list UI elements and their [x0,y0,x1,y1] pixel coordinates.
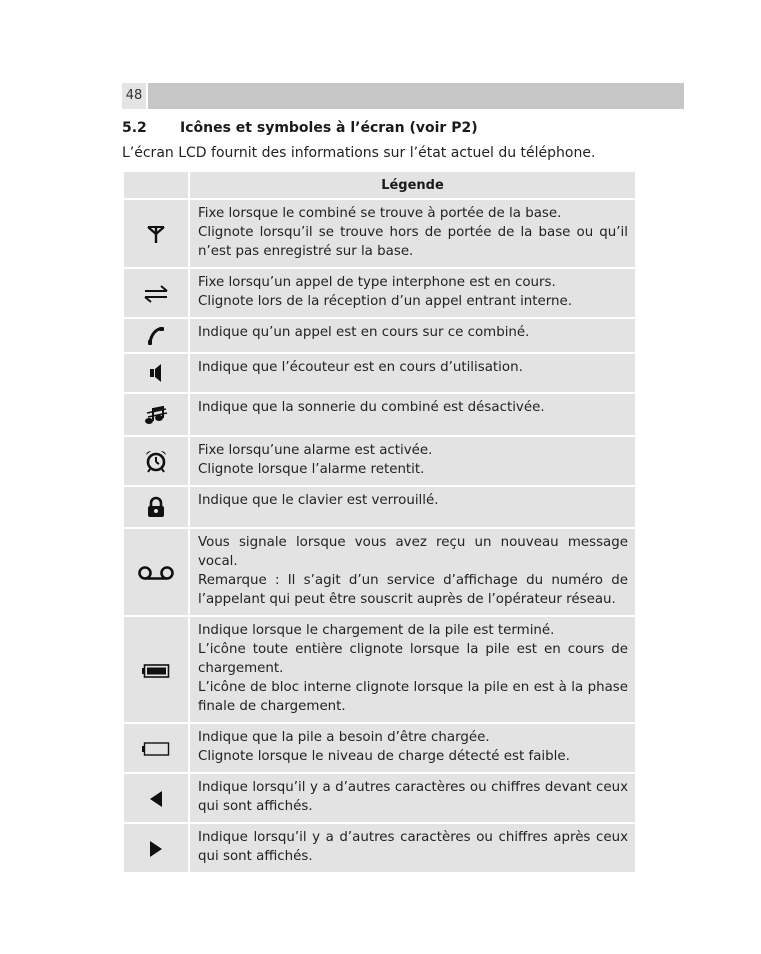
section-heading [122,120,478,136]
icon-column-header [124,172,190,198]
table-row [124,319,635,352]
legend-description: Indique lorsque le chargement de la pile est terminé. L’icône toute entière clignote lorsque la pile est en cours de chargement. L’icône de bloc interne clignote lorsque la pile en est à la phase finale de chargement. [190,617,635,722]
table-row [124,487,635,527]
table-row [124,774,635,822]
arrow-left-icon [149,790,163,808]
table-row [124,354,635,392]
alarm-clock-icon [144,449,168,473]
battery-empty-icon [142,742,170,756]
table-row [124,617,635,722]
legend-column-header: Légende [190,172,635,198]
page-header-bar [122,83,684,109]
table-row [124,529,635,615]
voicemail-icon [137,565,175,581]
page-number: 48 [122,83,148,109]
battery-full-icon [142,664,170,678]
intercom-arrows-icon [143,285,169,303]
table-row [124,269,635,317]
ringer-off-icon [144,404,168,426]
section-number: 5.2 [122,120,147,136]
legend-description: Indique lorsqu’il y a d’autres caractères ou chiffres devant ceux qui sont affichés. [190,774,635,822]
legend-description: Fixe lorsque le combiné se trouve à portée de la base. Clignote lorsqu’il se trouve hors de portée de la base ou qu’il n’est pas enregistré sur la base. [190,200,635,267]
speaker-icon [149,363,163,383]
table-row [124,724,635,772]
legend-description: Vous signale lorsque vous avez reçu un nouveau message vocal. Remarque : Il s’agit d’un service d’affichage du numéro de l’appelant qui peut être souscrit auprès de l’opérateur réseau. [190,529,635,615]
legend-table [124,170,635,874]
legend-description: Indique lorsqu’il y a d’autres caractères ou chiffres après ceux qui sont affichés. [190,824,635,872]
legend-description: Indique que le clavier est verrouillé. [190,487,635,527]
legend-description: Indique que la pile a besoin d’être chargée. Clignote lorsque le niveau de charge détecté est faible. [190,724,635,772]
table-row [124,824,635,872]
phone-handset-icon [147,326,165,346]
padlock-icon [147,496,165,518]
antenna-icon [146,224,166,244]
legend-description: Indique que l’écouteur est en cours d’utilisation. [190,354,635,392]
table-row [124,437,635,485]
legend-description: Indique qu’un appel est en cours sur ce combiné. [190,319,635,352]
table-row [124,394,635,435]
legend-description: Fixe lorsqu’un appel de type interphone est en cours. Clignote lors de la réception d’un appel entrant interne. [190,269,635,317]
table-row [124,200,635,267]
legend-header-row [124,172,635,198]
section-intro: L’écran LCD fournit des informations sur l’état actuel du téléphone. [122,145,596,161]
section-title: Icônes et symboles à l’écran (voir P2) [180,120,478,136]
legend-description: Fixe lorsqu’une alarme est activée. Clignote lorsque l’alarme retentit. [190,437,635,485]
arrow-right-icon [149,840,163,858]
legend-description: Indique que la sonnerie du combiné est désactivée. [190,394,635,435]
